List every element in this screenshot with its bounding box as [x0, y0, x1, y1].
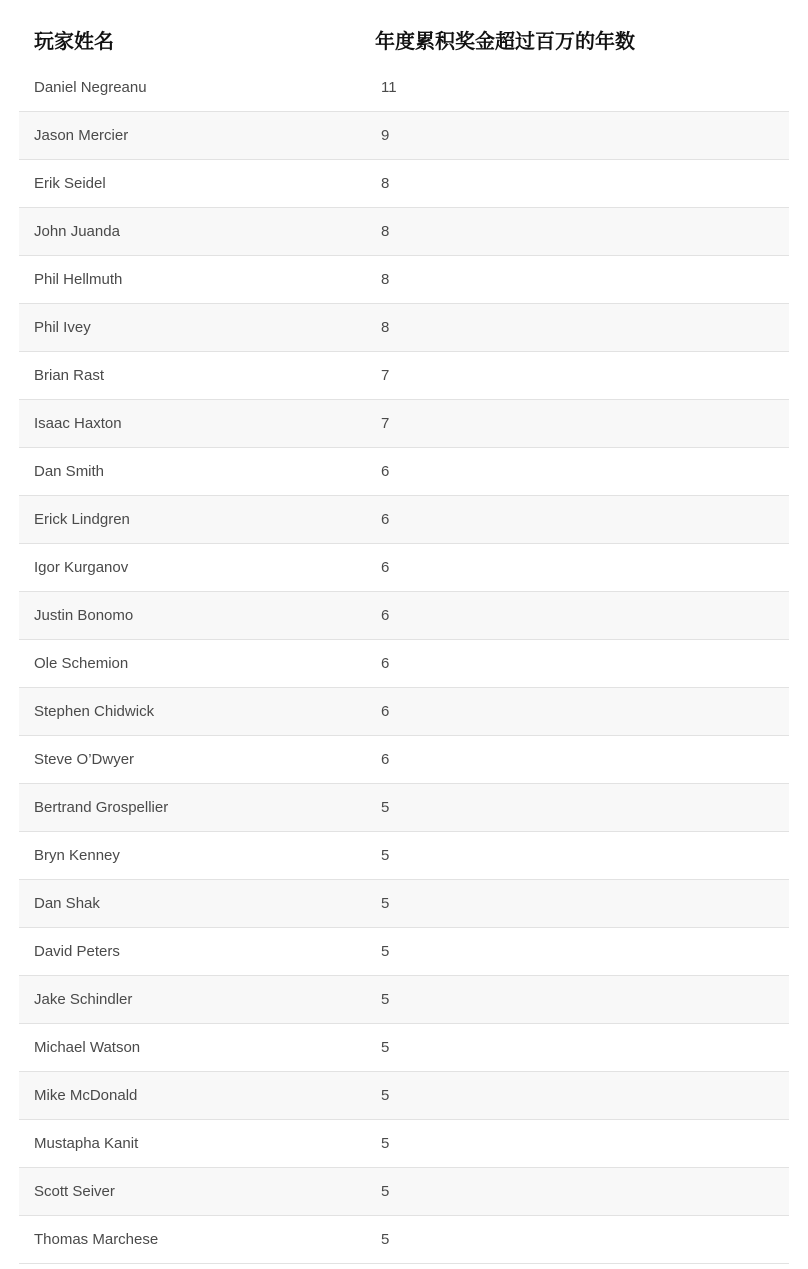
million-years-cell: 6: [366, 736, 789, 784]
table-row: [19, 976, 789, 1024]
million-years-cell: 6: [366, 592, 789, 640]
table-row: [19, 736, 789, 784]
player-name-cell: Brian Rast: [19, 352, 366, 400]
player-name-cell: Thomas Marchese: [19, 1216, 366, 1264]
table-row: [19, 208, 789, 256]
million-years-cell: 8: [366, 208, 789, 256]
million-years-cell: 5: [366, 880, 789, 928]
table-body: [19, 63, 789, 1264]
table-header: [19, 15, 789, 63]
table-row: [19, 832, 789, 880]
million-years-cell: 5: [366, 1024, 789, 1072]
table-row: [19, 63, 789, 112]
table-row: [19, 1216, 789, 1264]
million-years-cell: 7: [366, 352, 789, 400]
player-name-cell: Scott Seiver: [19, 1168, 366, 1216]
player-name-cell: Mustapha Kanit: [19, 1120, 366, 1168]
players-table-container: [19, 15, 789, 1264]
table-row: [19, 784, 789, 832]
million-years-cell: 6: [366, 640, 789, 688]
table-row: [19, 496, 789, 544]
table-row: [19, 544, 789, 592]
million-years-cell: 6: [366, 544, 789, 592]
table-row: [19, 1120, 789, 1168]
million-years-cell: 11: [366, 63, 789, 112]
player-name-cell: Steve O’Dwyer: [19, 736, 366, 784]
million-years-cell: 7: [366, 400, 789, 448]
player-name-cell: Ole Schemion: [19, 640, 366, 688]
million-years-cell: 6: [366, 448, 789, 496]
table-row: [19, 160, 789, 208]
player-name-cell: Stephen Chidwick: [19, 688, 366, 736]
player-name-cell: Isaac Haxton: [19, 400, 366, 448]
million-years-cell: 8: [366, 160, 789, 208]
table-row: [19, 256, 789, 304]
player-name-cell: Jake Schindler: [19, 976, 366, 1024]
table-row: [19, 928, 789, 976]
player-name-cell: Daniel Negreanu: [19, 63, 366, 112]
header-row: [19, 15, 789, 63]
million-years-cell: 8: [366, 304, 789, 352]
table-row: [19, 640, 789, 688]
table-row: [19, 592, 789, 640]
table-row: [19, 112, 789, 160]
million-years-cell: 5: [366, 832, 789, 880]
player-name-cell: Dan Smith: [19, 448, 366, 496]
table-row: [19, 688, 789, 736]
player-name-cell: Erik Seidel: [19, 160, 366, 208]
player-name-cell: Igor Kurganov: [19, 544, 366, 592]
player-name-cell: Michael Watson: [19, 1024, 366, 1072]
table-row: [19, 400, 789, 448]
player-name-cell: Dan Shak: [19, 880, 366, 928]
million-years-cell: 5: [366, 1072, 789, 1120]
player-name-cell: Erick Lindgren: [19, 496, 366, 544]
player-name-cell: John Juanda: [19, 208, 366, 256]
player-name-cell: Mike McDonald: [19, 1072, 366, 1120]
million-years-cell: 5: [366, 1120, 789, 1168]
player-name-cell: Justin Bonomo: [19, 592, 366, 640]
column-header-million-years: 年度累积奖金超过百万的年数: [375, 28, 635, 53]
million-years-cell: 9: [366, 112, 789, 160]
million-years-cell: 5: [366, 928, 789, 976]
table-row: [19, 1168, 789, 1216]
player-name-cell: David Peters: [19, 928, 366, 976]
table-row: [19, 304, 789, 352]
player-name-cell: Phil Ivey: [19, 304, 366, 352]
million-years-cell: 6: [366, 688, 789, 736]
table-row: [19, 1072, 789, 1120]
player-name-cell: Jason Mercier: [19, 112, 366, 160]
million-years-cell: 5: [366, 1216, 789, 1264]
million-years-cell: 5: [366, 976, 789, 1024]
table-row: [19, 352, 789, 400]
column-header-player-name: 玩家姓名: [34, 28, 114, 53]
table-row: [19, 448, 789, 496]
table-row: [19, 1024, 789, 1072]
player-name-cell: Bryn Kenney: [19, 832, 366, 880]
million-years-cell: 6: [366, 496, 789, 544]
million-years-cell: 5: [366, 1168, 789, 1216]
table-row: [19, 880, 789, 928]
million-years-cell: 8: [366, 256, 789, 304]
million-years-cell: 5: [366, 784, 789, 832]
player-name-cell: Phil Hellmuth: [19, 256, 366, 304]
players-table: [19, 15, 789, 1264]
player-name-cell: Bertrand Grospellier: [19, 784, 366, 832]
